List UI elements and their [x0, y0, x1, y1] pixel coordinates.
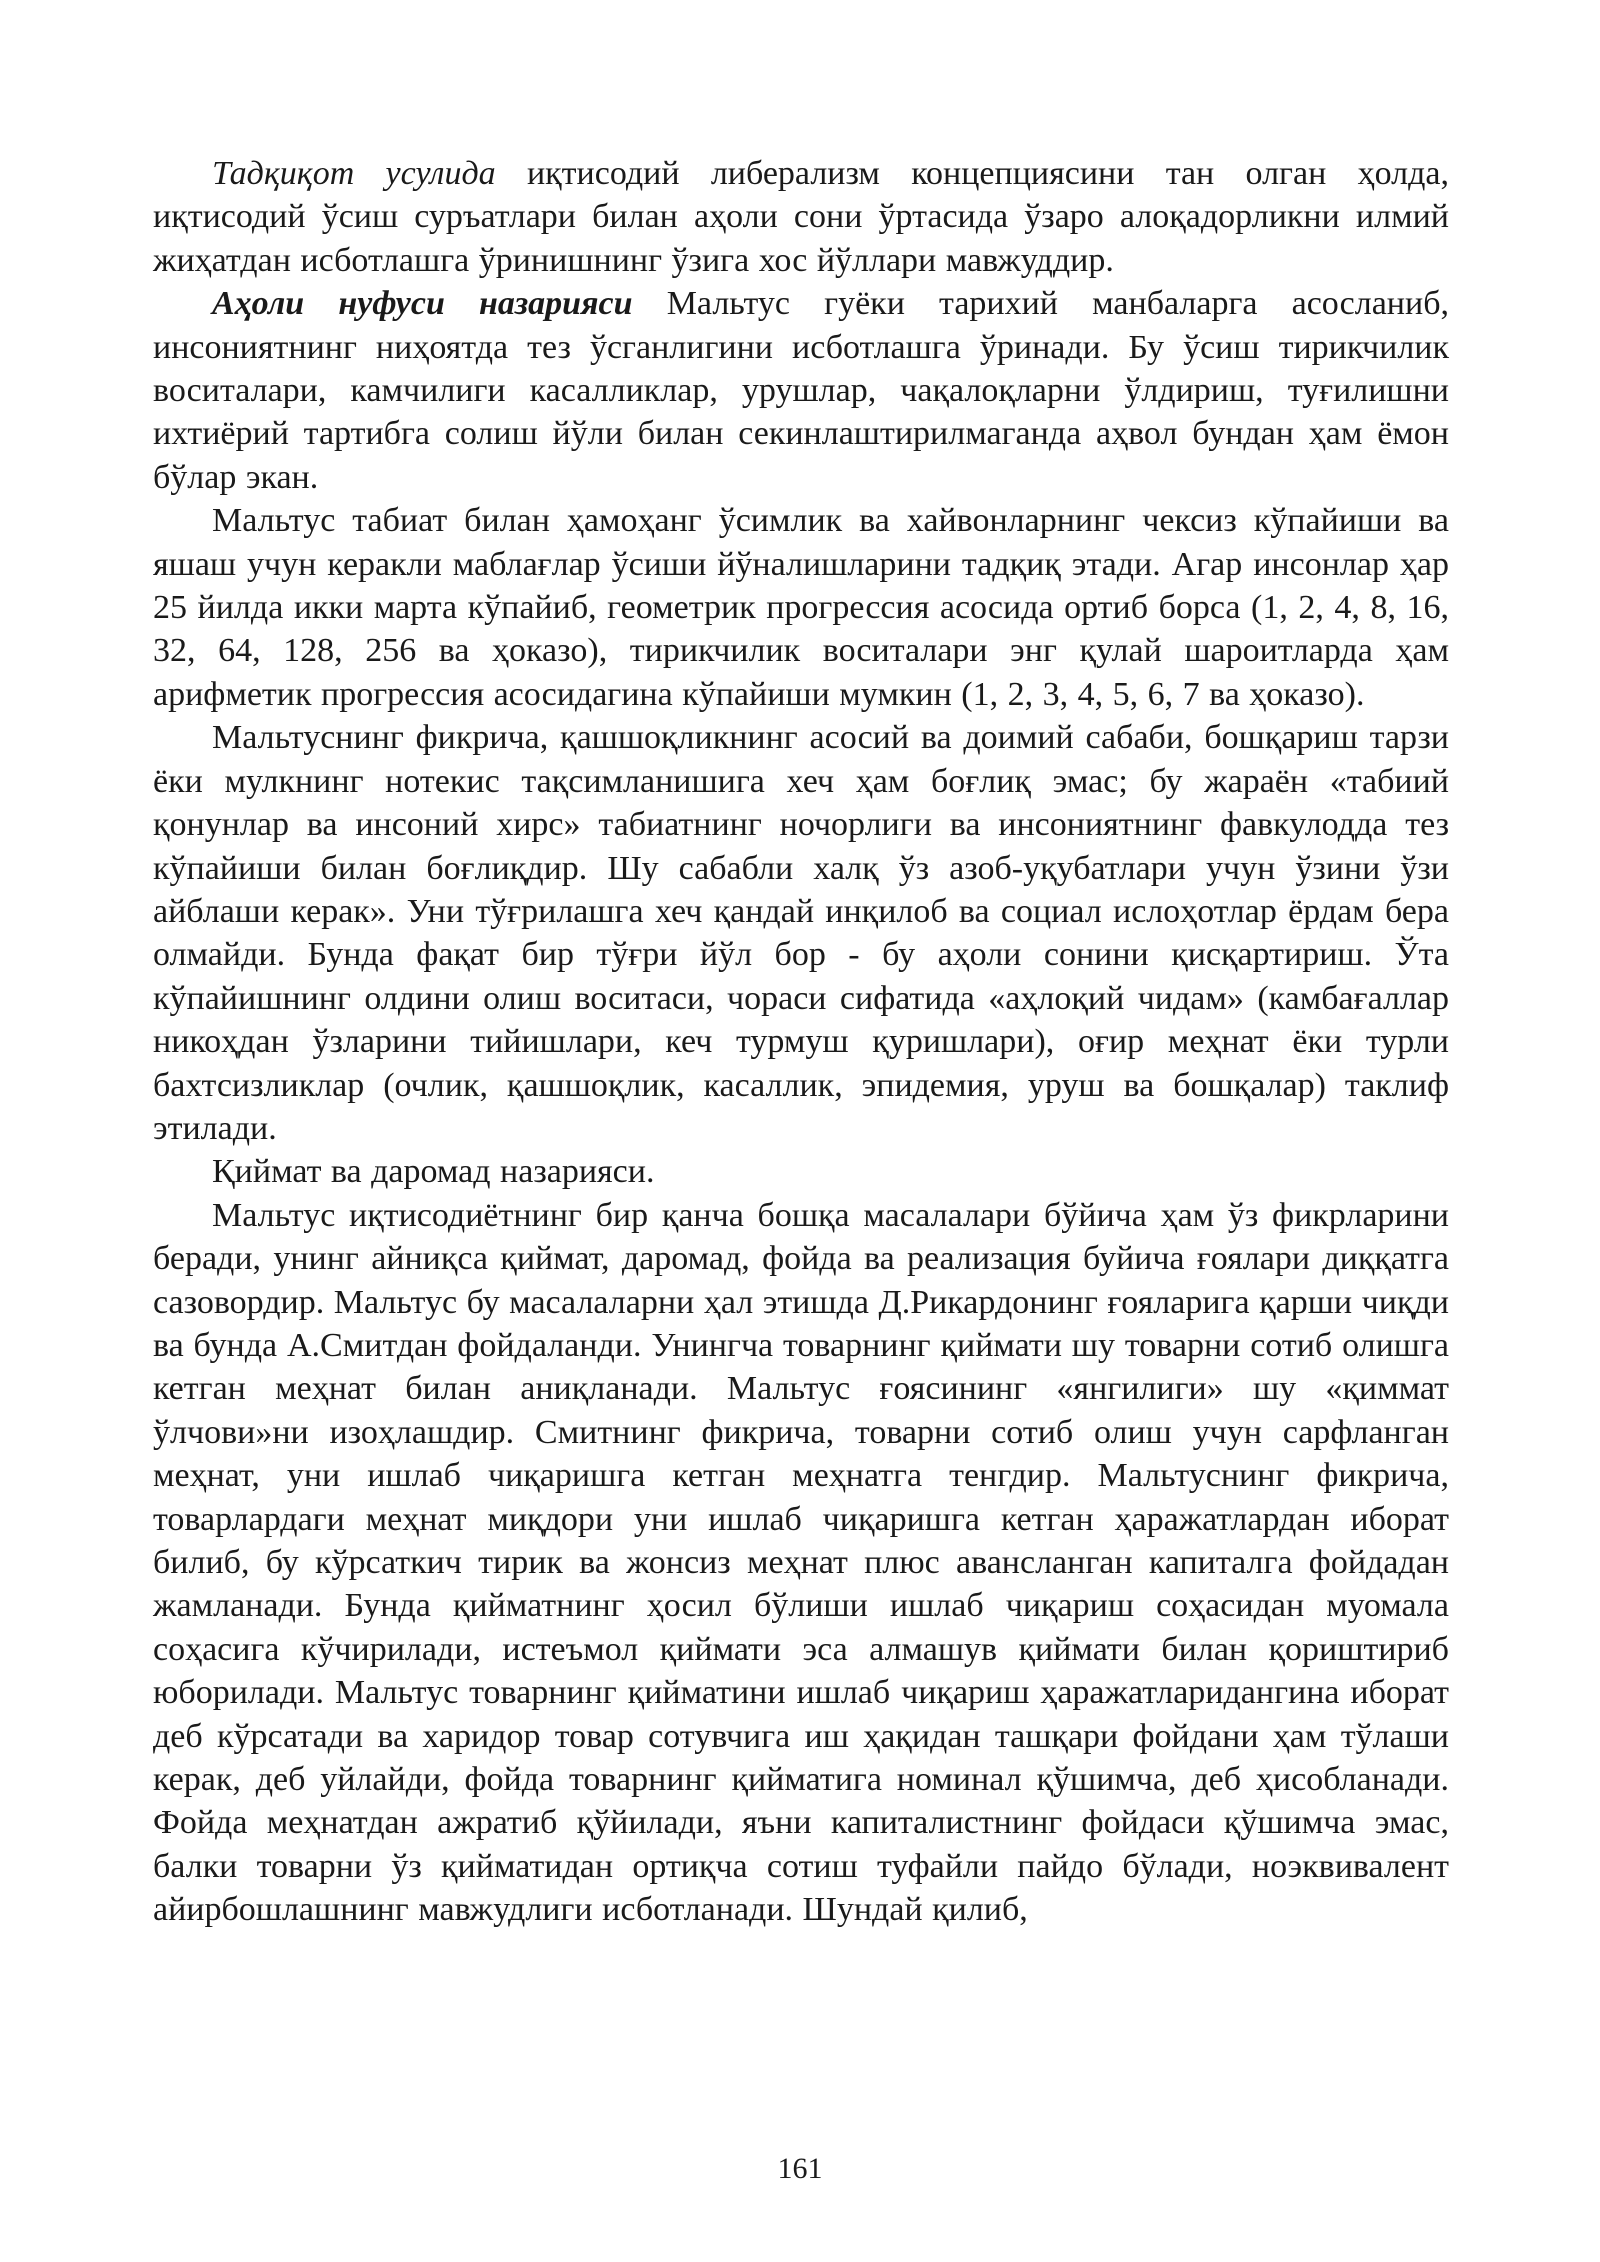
paragraph-text: Мальтуснинг фикрича, қашшоқликнинг асосий ва доимий сабаби, бошқариш тарзи ёки мулкнинг нотекис тақсимланишига хеч ҳам боғлиқ эмас; бу жараён «табиий қонунлар ва инсоний хирс» табиатнинг ночорлиги ва инсониятнинг фавкулодда тез кўпайиши билан боғлиқдир. Шу сабабли халқ ўз азоб-уқубатлари учун ўзини ўзи айблаши керак». Уни тўғрилашга хеч қандай инқилоб ва социал ислоҳотлар ёрдам бера олмайди. Бунда фақат бир тўғри йўл бор - бу аҳоли сонини қисқартириш. Ўта кўпайишнинг олдини олиш воситаси, чораси сифатида «аҳлоқий чидам» (камбағаллар никоҳдан ўзларини тийишлари, кеч турмуш қуришлари), оғир меҳнат ёки турли бахтсизликлар (очлик, қашшоқлик, касаллик, эпидемия, уруш ва бошқалар) таклиф этилади.: [153, 719, 1449, 1147]
paragraph-lead-bold-italic: Аҳоли нуфуси назарияси: [212, 285, 633, 323]
page-body: [153, 152, 1449, 1932]
section-heading-value-income: [153, 1150, 1449, 1193]
paragraph-text: Мальтус табиат билан ҳамоҳанг ўсимлик ва хайвонларнинг чексиз кўпайиши ва яшаш учун керакли маблағлар ўсиши йўналишларини тадқиқ этади. Агар инсонлар ҳар 25 йилда икки марта кўпайиб, геометрик прогрессия асосида ортиб борса (1, 2, 4, 8, 16, 32, 64, 128, 256 ва ҳоказо), тирикчилик воситалари энг қулай шароитларда ҳам арифметик прогрессия асосидагина кўпайиши мумкин (1, 2, 3, 4, 5, 6, 7 ва ҳоказо).: [153, 502, 1449, 713]
paragraph-text: Мальтус гуёки тарихий манбаларга асосланиб, инсониятнинг ниҳоятда тез ўсганлигини исботлашга ўринади. Бу ўсиш тирикчилик воситалари, камчилиги касалликлар, урушлар, чақалоқларни ўлдириш, туғилишни ихтиёрий тартибга солиш йўли билан секинлаштирилмаганда аҳвол бундан ҳам ёмон бўлар экан.: [153, 285, 1449, 496]
paragraph-text: Мальтус иқтисодиётнинг бир қанча бошқа масалалари бўйича ҳам ўз фикрларини беради, унинг айниқса қиймат, даромад, фойда ва реализация буйича ғоялари диққатга сазовордир. Мальтус бу масалаларни ҳал этишда Д.Рикардонинг ғояларига қарши чиқди ва бунда А.Смитдан фойдаланди. Унингча товарнинг қиймати шу товарни сотиб олишга кетган меҳнат билан аниқланади. Мальтус ғоясининг «янгилиги» шу «қиммат ўлчови»ни изоҳлашдир. Смитнинг фикрича, товарни сотиб олиш учун сарфланган меҳнат, уни ишлаб чиқаришга кетган меҳнатга тенгдир. Мальтуснинг фикрича, товарлардаги меҳнат миқдори уни ишлаб чиқаришга кетган ҳаражатлардан иборат билиб, бу кўрсаткич тирик ва жонсиз меҳнат плюс авансланган капиталга фойдадан жамланади. Бунда қийматнинг ҳосил бўлиши ишлаб чиқариш соҳасидан муомала соҳасига кўчирилади, истеъмол қиймати эса алмашув қиймати билан қориштириб юборилади. Мальтус товарнинг қийматини ишлаб чиқариш ҳаражатларидангина иборат деб кўрсатади ва харидор товар сотувчига иш ҳақидан ташқари фойдани ҳам тўлаши керак, деб уйлайди, фойда товарнинг қийматига номинал қўшимча, деб ҳисобланади. Фойда меҳнатдан ажратиб қўйилади, яъни капиталистнинг фойдаси қўшимча эмас, балки товарни ўз қийматидан ортиқча сотиш туфайли пайдо бўлади, ноэквивалент айирбошлашнинг мавжудлиги исботланади. Шундай қилиб,: [153, 1196, 1449, 1929]
paragraph-lead-italic: Тадқиқот усулида: [212, 155, 496, 192]
paragraph-value-theory: [153, 1194, 1449, 1932]
paragraph-text: Қиймат ва даромад назарияси.: [212, 1153, 655, 1191]
paragraph-population-theory: [153, 282, 1449, 499]
paragraph-text: иқтисодий либерализм концепциясини тан олган ҳолда, иқтисодий ўсиш суръатлари билан аҳоли сони ўртасида ўзаро алоқадорликни илмий жиҳатдан исботлашга ўринишнинг ўзига хос йўллари мавжуддир.: [153, 155, 1449, 279]
paragraph-poverty-cause: [153, 716, 1449, 1150]
paragraph-progression: [153, 499, 1449, 716]
paragraph-research-method: [153, 152, 1449, 282]
page-number: 161: [777, 2152, 823, 2185]
